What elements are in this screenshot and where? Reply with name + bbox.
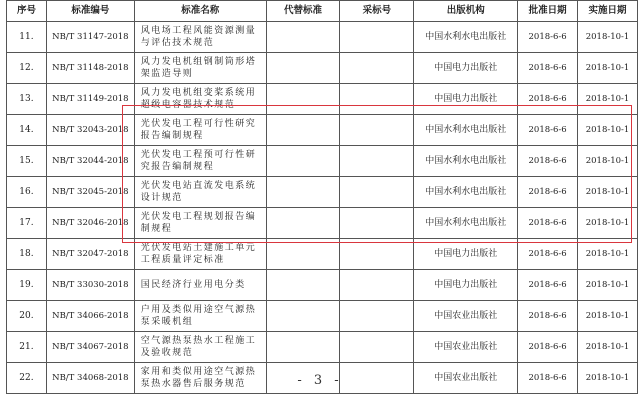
cell-approval-date: 2018-6-6 xyxy=(518,53,578,84)
cell-publisher: 中国电力出版社 xyxy=(414,53,518,84)
cell-adopted xyxy=(340,332,414,363)
cell-seq: 18. xyxy=(7,239,47,270)
cell-code: NB/T 32044-2018 xyxy=(47,146,135,177)
cell-implementation-date: 2018-10-1 xyxy=(578,332,638,363)
cell-name: 国民经济行业用电分类 xyxy=(135,270,267,301)
cell-approval-date: 2018-6-6 xyxy=(518,301,578,332)
cell-code: NB/T 31147-2018 xyxy=(47,22,135,53)
table-row xyxy=(7,208,638,239)
cell-approval-date: 2018-6-6 xyxy=(518,84,578,115)
cell-approval-date: 2018-6-6 xyxy=(518,22,578,53)
cell-publisher: 中国水利水电出版社 xyxy=(414,22,518,53)
header-adopted: 采标号 xyxy=(340,1,414,22)
cell-name: 户用及类似用途空气源热泵采暖机组 xyxy=(135,301,267,332)
cell-replaced xyxy=(267,53,341,84)
cell-code: NB/T 32046-2018 xyxy=(47,208,135,239)
cell-implementation-date: 2018-10-1 xyxy=(578,22,638,53)
cell-replaced xyxy=(267,239,341,270)
cell-implementation-date: 2018-10-1 xyxy=(578,53,638,84)
table-header-row xyxy=(7,1,638,22)
cell-replaced xyxy=(267,332,341,363)
cell-code: NB/T 32045-2018 xyxy=(47,177,135,208)
cell-replaced xyxy=(267,301,341,332)
cell-adopted xyxy=(340,53,414,84)
cell-adopted xyxy=(340,146,414,177)
cell-name: 风力发电机组钢制筒形塔架监造导则 xyxy=(135,53,267,84)
cell-name: 光伏发电工程规划报告编制规程 xyxy=(135,208,267,239)
cell-seq: 13. xyxy=(7,84,47,115)
cell-approval-date: 2018-6-6 xyxy=(518,332,578,363)
cell-adopted xyxy=(340,22,414,53)
cell-replaced xyxy=(267,208,341,239)
cell-publisher: 中国农业出版社 xyxy=(414,301,518,332)
cell-replaced xyxy=(267,270,341,301)
cell-approval-date: 2018-6-6 xyxy=(518,177,578,208)
header-publisher: 出版机构 xyxy=(414,1,518,22)
cell-publisher: 中国农业出版社 xyxy=(414,332,518,363)
standards-table xyxy=(6,0,638,394)
cell-adopted xyxy=(340,239,414,270)
cell-code: NB/T 32043-2018 xyxy=(47,115,135,146)
cell-implementation-date: 2018-10-1 xyxy=(578,239,638,270)
cell-code: NB/T 31148-2018 xyxy=(47,53,135,84)
header-name: 标准名称 xyxy=(135,1,267,22)
cell-name: 光伏发电站直流发电系统设计规范 xyxy=(135,177,267,208)
cell-implementation-date: 2018-10-1 xyxy=(578,363,638,394)
table-row xyxy=(7,239,638,270)
table-row xyxy=(7,177,638,208)
header-seq: 序号 xyxy=(7,1,47,22)
cell-name: 空气源热泵热水工程施工及验收规范 xyxy=(135,332,267,363)
cell-replaced xyxy=(267,115,341,146)
table-row xyxy=(7,301,638,332)
cell-name: 光伏发电站土建施工单元工程质量评定标准 xyxy=(135,239,267,270)
cell-code: NB/T 34068-2018 xyxy=(47,363,135,394)
cell-publisher: 中国电力出版社 xyxy=(414,270,518,301)
cell-seq: 22. xyxy=(7,363,47,394)
table-row xyxy=(7,332,638,363)
cell-seq: 20. xyxy=(7,301,47,332)
table-row xyxy=(7,146,638,177)
cell-adopted xyxy=(340,301,414,332)
cell-implementation-date: 2018-10-1 xyxy=(578,84,638,115)
header-implementation-date: 实施日期 xyxy=(578,1,638,22)
cell-seq: 12. xyxy=(7,53,47,84)
cell-seq: 14. xyxy=(7,115,47,146)
cell-seq: 19. xyxy=(7,270,47,301)
cell-replaced xyxy=(267,146,341,177)
table-body xyxy=(7,22,638,394)
header-approval-date: 批准日期 xyxy=(518,1,578,22)
cell-name: 光伏发电工程可行性研究报告编制规程 xyxy=(135,115,267,146)
cell-implementation-date: 2018-10-1 xyxy=(578,208,638,239)
cell-approval-date: 2018-6-6 xyxy=(518,270,578,301)
cell-seq: 21. xyxy=(7,332,47,363)
cell-implementation-date: 2018-10-1 xyxy=(578,301,638,332)
header-replaced: 代替标准 xyxy=(267,1,341,22)
cell-code: NB/T 33030-2018 xyxy=(47,270,135,301)
cell-implementation-date: 2018-10-1 xyxy=(578,270,638,301)
cell-approval-date: 2018-6-6 xyxy=(518,208,578,239)
cell-seq: 11. xyxy=(7,22,47,53)
cell-code: NB/T 31149-2018 xyxy=(47,84,135,115)
cell-approval-date: 2018-6-6 xyxy=(518,146,578,177)
table-row xyxy=(7,22,638,53)
cell-replaced xyxy=(267,84,341,115)
cell-seq: 15. xyxy=(7,146,47,177)
table-row xyxy=(7,53,638,84)
cell-publisher: 中国电力出版社 xyxy=(414,239,518,270)
cell-name: 风电场工程风能资源测量与评估技术规范 xyxy=(135,22,267,53)
cell-implementation-date: 2018-10-1 xyxy=(578,146,638,177)
cell-approval-date: 2018-6-6 xyxy=(518,363,578,394)
cell-name: 风力发电机组变桨系统用超级电容器技术规范 xyxy=(135,84,267,115)
cell-approval-date: 2018-6-6 xyxy=(518,115,578,146)
cell-approval-date: 2018-6-6 xyxy=(518,239,578,270)
cell-replaced xyxy=(267,177,341,208)
cell-implementation-date: 2018-10-1 xyxy=(578,177,638,208)
header-code: 标准编号 xyxy=(47,1,135,22)
page-number: - 3 - xyxy=(297,373,343,388)
cell-code: NB/T 34066-2018 xyxy=(47,301,135,332)
cell-seq: 17. xyxy=(7,208,47,239)
cell-publisher: 中国水利水电出版社 xyxy=(414,146,518,177)
cell-publisher: 中国电力出版社 xyxy=(414,84,518,115)
cell-publisher: 中国水利水电出版社 xyxy=(414,115,518,146)
cell-adopted xyxy=(340,270,414,301)
cell-name: 光伏发电工程预可行性研究报告编制规程 xyxy=(135,146,267,177)
cell-code: NB/T 32047-2018 xyxy=(47,239,135,270)
cell-publisher: 中国水利水电出版社 xyxy=(414,177,518,208)
cell-adopted xyxy=(340,115,414,146)
cell-adopted xyxy=(340,208,414,239)
table-row xyxy=(7,270,638,301)
cell-name: 家用和类似用途空气源热泵热水器售后服务规范 xyxy=(135,363,267,394)
cell-implementation-date: 2018-10-1 xyxy=(578,115,638,146)
table-row xyxy=(7,84,638,115)
cell-code: NB/T 34067-2018 xyxy=(47,332,135,363)
cell-publisher: 中国水利水电出版社 xyxy=(414,208,518,239)
cell-adopted xyxy=(340,177,414,208)
cell-replaced xyxy=(267,22,341,53)
cell-publisher: 中国农业出版社 xyxy=(414,363,518,394)
cell-seq: 16. xyxy=(7,177,47,208)
cell-adopted xyxy=(340,84,414,115)
table-row xyxy=(7,115,638,146)
